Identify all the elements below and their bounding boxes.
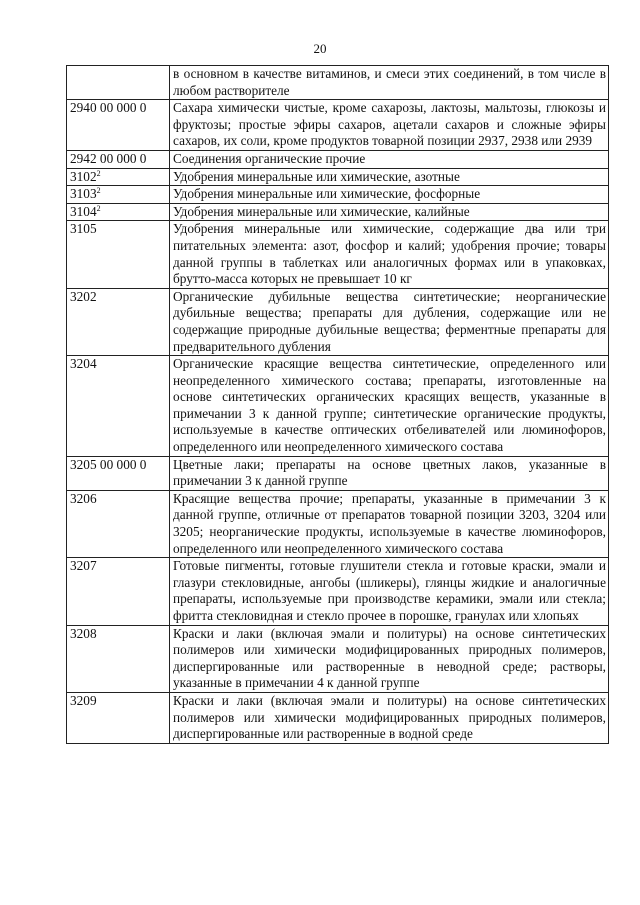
description-cell: Краски и лаки (включая эмали и политуры) на основе синтетических полимеров или химически модифицированных природных полимеров, диспергированные или растворенные в водной среде [170, 692, 609, 743]
description-cell: Органические дубильные вещества синтетические; неорганические дубильные вещества; препараты для дубления, содержащие или не содержащие природные дубильные вещества; ферментные препараты для предварительного дубления [170, 288, 609, 355]
code-text: 3104 [70, 203, 97, 219]
table-row [67, 288, 609, 355]
description-cell: Цветные лаки; препараты на основе цветных лаков, указанные в примечании 3 к данной группе [170, 456, 609, 490]
description-cell: Сахара химически чистые, кроме сахарозы, лактозы, мальтозы, глюкозы и фруктозы; простые эфиры сахаров, ацетали сахаров и сложные эфиры сахаров, их соли, кроме продуктов товарной позиции 2937, 2938 или 2939 [170, 100, 609, 151]
description-cell: Удобрения минеральные или химические, фосфорные [170, 186, 609, 204]
table-row [67, 558, 609, 625]
code-cell [67, 288, 170, 355]
code-text: 3204 [70, 356, 97, 372]
code-footnote-mark: 2 [96, 203, 101, 213]
table-row [67, 186, 609, 204]
code-text: 2940 00 000 0 [70, 100, 147, 116]
description-cell: Красящие вещества прочие; препараты, указанные в примечании 3 к данной группе, отличные от препаратов товарной позиции 3203, 3204 или 3205; неорганические продукты, используемые в качестве люминофоров, определенного или неопределенного химического состава [170, 490, 609, 557]
code-text: 3205 00 000 0 [70, 456, 147, 472]
code-cell [67, 66, 170, 100]
table-row [67, 221, 609, 288]
code-cell [67, 100, 170, 151]
code-cell [67, 456, 170, 490]
description-cell: Органические красящие вещества синтетические, определенного или неопределенного химического состава; препараты, изготовленные на основе синтетических органических красящих веществ, указанные в примечании 3 к данной группе; синтетические органические продукты, используемые в качестве оптических отбеливателей или люминофоров, определенного или неопределенного химического состава [170, 356, 609, 457]
code-cell [67, 186, 170, 204]
description-cell: Краски и лаки (включая эмали и политуры) на основе синтетических полимеров или химически модифицированных природных полимеров, диспергированные или растворенные в неводной среде; растворы, указанные в примечании 4 к данной группе [170, 625, 609, 692]
table-body [67, 66, 609, 744]
code-footnote-mark: 2 [96, 168, 101, 178]
code-cell [67, 168, 170, 186]
table-row [67, 490, 609, 557]
code-footnote-mark: 2 [96, 186, 101, 196]
code-text: 3105 [70, 221, 97, 237]
code-cell [67, 558, 170, 625]
code-text: 3202 [70, 288, 97, 304]
description-cell: Удобрения минеральные или химические, калийные [170, 203, 609, 221]
table-row [67, 168, 609, 186]
table-row [67, 456, 609, 490]
code-text: 3207 [70, 558, 97, 574]
code-text: 3208 [70, 625, 97, 641]
code-cell [67, 692, 170, 743]
code-cell [67, 625, 170, 692]
code-cell [67, 356, 170, 457]
page-number: 20 [313, 41, 327, 56]
table-row [67, 625, 609, 692]
code-text: 2942 00 000 0 [70, 150, 147, 166]
code-text: 3209 [70, 692, 97, 708]
code-text: 3103 [70, 186, 97, 202]
table-row [67, 100, 609, 151]
description-cell: Удобрения минеральные или химические, азотные [170, 168, 609, 186]
tariff-code-table [66, 65, 609, 744]
code-text: 3206 [70, 490, 97, 506]
code-cell [67, 203, 170, 221]
code-cell [67, 150, 170, 168]
table-row [67, 150, 609, 168]
table-row [67, 356, 609, 457]
table-row [67, 66, 609, 100]
description-cell: Готовые пигменты, готовые глушители стекла и готовые краски, эмали и глазури стекловидные, ангобы (шликеры), глянцы жидкие и аналогичные препараты, используемые при производстве керамики, эмали или стекла; фритта стекловидная и стекло прочее в порошке, гранулах или хлопьях [170, 558, 609, 625]
code-cell [67, 490, 170, 557]
description-cell: Удобрения минеральные или химические, содержащие два или три питательных элемента: азот, фосфор и калий; удобрения прочие; товары данной группы в таблетках или аналогичных формах или в упаковках, брутто-масса которых не превышает 10 кг [170, 221, 609, 288]
table-row [67, 692, 609, 743]
code-text: 3102 [70, 168, 97, 184]
description-cell: Соединения органические прочие [170, 150, 609, 168]
description-cell: в основном в качестве витаминов, и смеси этих соединений, в том числе в любом растворителе [170, 66, 609, 100]
code-cell [67, 221, 170, 288]
table-row [67, 203, 609, 221]
